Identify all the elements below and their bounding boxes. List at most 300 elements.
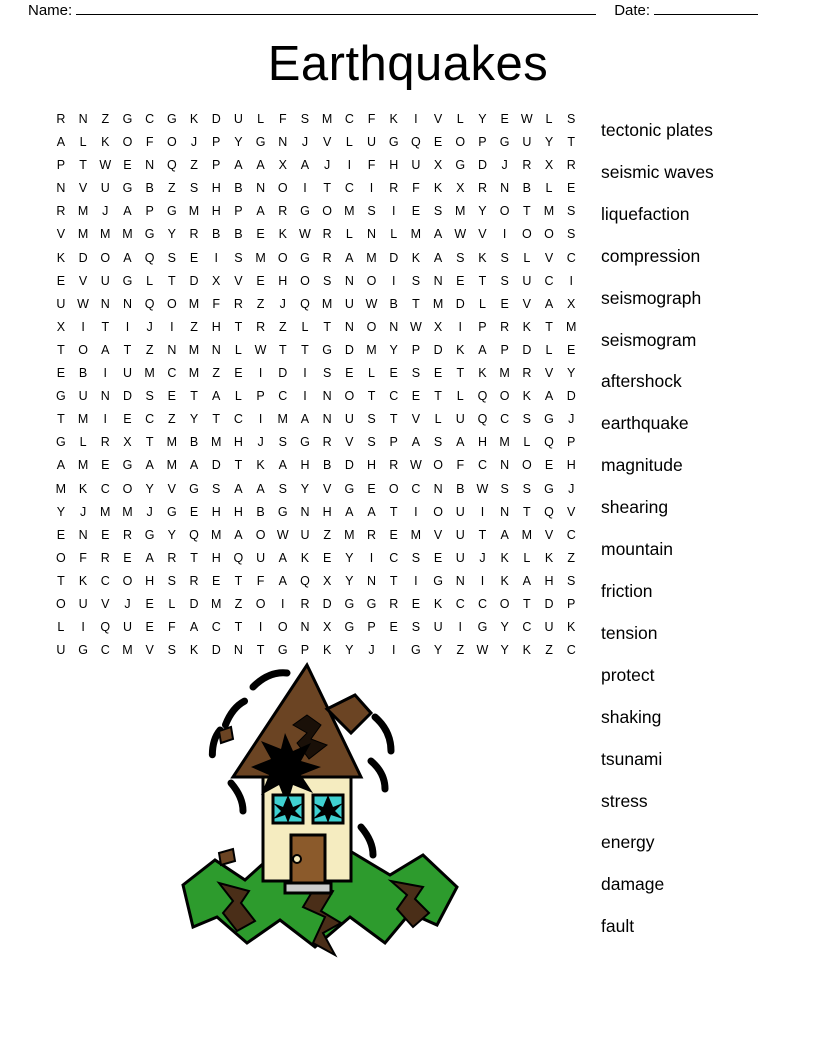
grid-letter: T [478,273,487,288]
grid-letter: Q [300,573,311,588]
grid-letter: Z [190,158,199,173]
grid-letter: S [189,181,199,196]
grid-letter: O [122,573,133,588]
word-list-item[interactable]: energy [601,832,655,853]
grid-letter: C [100,573,111,588]
grid-letter: M [188,366,200,381]
grid-letter: R [56,204,66,219]
grid-letter: X [322,620,332,635]
grid-letter: V [322,135,332,150]
grid-letter: G [544,412,555,427]
grid-letter: T [256,643,265,658]
grid-letter: D [189,273,199,288]
grid-letter: A [433,227,443,242]
grid-letter: G [366,596,377,611]
grid-letter: I [258,412,263,427]
grid-letter: J [146,504,154,519]
grid-letter: B [78,366,88,381]
grid-letter: G [166,204,178,219]
grid-letter: U [78,389,88,404]
grid-letter: N [278,135,288,150]
grid-letter: N [100,389,111,404]
grid-letter: O [277,620,289,635]
grid-letter: N [300,620,310,635]
grid-letter: Z [145,342,154,357]
grid-letter: M [366,342,378,357]
grid-letter: G [56,389,67,404]
grid-letter: O [56,550,67,565]
word-list-item[interactable]: friction [601,580,653,601]
grid-letter: Z [212,366,221,381]
grid-letter: K [478,366,488,381]
grid-letter: B [212,227,221,242]
grid-letter: E [544,458,554,473]
grid-letter: L [523,250,531,265]
grid-letter: S [145,389,155,404]
grid-letter: L [390,227,398,242]
grid-letter: Y [345,643,354,658]
grid-letter: L [523,435,531,450]
grid-letter: P [567,596,576,611]
grid-letter: O [100,250,111,265]
grid-letter: L [234,389,243,404]
grid-letter: K [522,389,532,404]
grid-letter: U [122,620,133,635]
grid-letter: Q [544,504,555,519]
grid-letter: M [166,435,178,450]
grid-letter: R [367,527,377,542]
header [28,2,788,19]
grid-letter: S [522,412,532,427]
grid-letter: M [410,227,422,242]
grid-letter: X [278,158,288,173]
grid-letter: E [56,527,66,542]
grid-letter: H [211,204,222,219]
grid-letter: D [211,112,222,126]
grid-letter: Q [411,135,422,150]
grid-letter: V [345,435,354,450]
grid-letter: E [234,366,243,381]
grid-letter: A [300,158,310,173]
grid-letter: U [522,135,532,150]
grid-letter: E [101,458,110,473]
grid-letter: P [478,319,488,334]
grid-letter: S [234,250,243,265]
grid-letter: M [321,112,333,126]
grid-letter: K [189,112,199,126]
grid-letter: G [122,112,133,126]
grid-letter: S [567,227,576,242]
grid-letter: E [567,181,576,196]
grid-letter: D [278,366,288,381]
date-write-line[interactable] [654,2,758,15]
grid-letter: Y [500,620,510,635]
grid-letter: X [433,319,443,334]
grid-letter: T [389,504,398,519]
grid-letter: C [100,481,111,496]
grid-letter: G [300,435,311,450]
grid-letter: T [523,596,532,611]
grid-letter: R [566,158,577,173]
grid-letter: M [77,458,89,473]
grid-letter: O [455,135,466,150]
grid-letter: K [78,573,88,588]
grid-letter: R [389,181,399,196]
grid-letter: K [500,573,510,588]
grid-letter: H [300,458,310,473]
grid-letter: L [345,227,354,242]
grid-letter: I [414,573,419,588]
grid-letter: V [101,596,110,611]
grid-letter: S [300,112,310,126]
word-list-item[interactable]: seismogram [601,329,697,350]
grid-letter: D [344,342,355,357]
grid-letter: Y [544,135,554,150]
grid-letter: V [478,227,488,242]
grid-letter: E [389,366,399,381]
grid-letter: M [565,319,577,334]
grid-letter: K [522,643,532,658]
grid-letter: P [145,204,155,219]
grid-letter: R [322,250,333,265]
grid-letter: J [102,204,109,219]
grid-letter: U [56,643,66,658]
grid-letter: S [167,643,177,658]
grid-letter: V [567,504,576,519]
word-list-item[interactable]: tsunami [601,748,663,769]
grid-letter: F [367,158,376,173]
grid-letter: A [411,435,421,450]
word-list-item[interactable]: seismograph [601,287,702,308]
word-list-item[interactable]: compression [601,245,701,266]
grid-letter: Q [166,158,178,173]
grid-letter: U [344,296,355,311]
grid-letter: R [522,366,532,381]
grid-letter: K [433,596,443,611]
grid-letter: R [167,550,177,565]
grid-letter: E [456,273,465,288]
grid-letter: L [146,273,154,288]
grid-letter: E [56,273,66,288]
page-title: Earthquakes [267,37,549,91]
grid-letter: C [477,596,488,611]
word-list-item[interactable]: earthquake [601,413,689,434]
grid-letter: C [145,112,155,126]
word-list-item[interactable]: aftershock [601,371,682,392]
grid-letter: Z [256,296,265,311]
grid-letter: G [255,135,266,150]
grid-letter: O [499,596,510,611]
word-list-item[interactable]: seismic waves [601,161,714,182]
grid-letter: N [500,458,510,473]
grid-letter: O [344,389,355,404]
grid-letter: A [56,135,66,150]
grid-letter: G [411,643,422,658]
grid-letter: P [367,620,377,635]
grid-letter: A [256,204,266,219]
grid-letter: E [189,250,199,265]
grid-letter: W [409,319,423,334]
grid-letter: I [214,250,219,265]
grid-letter: A [544,296,554,311]
grid-letter: T [234,319,243,334]
grid-letter: P [256,389,266,404]
grid-letter: O [255,527,266,542]
grid-letter: G [388,135,399,150]
grid-letter: O [255,596,266,611]
grid-letter: K [189,643,199,658]
word-search-grid [50,108,583,662]
word-list-item[interactable]: liquefaction [601,203,690,224]
grid-letter: V [167,481,177,496]
grid-letter: P [212,135,221,150]
grid-letter: I [303,366,308,381]
grid-letter: U [455,527,466,542]
grid-letter: T [57,573,66,588]
grid-letter: E [256,227,266,242]
grid-letter: J [79,504,87,519]
grid-letter: N [56,181,66,196]
grid-letter: E [167,389,177,404]
grid-letter: T [567,135,576,150]
word-list-item[interactable]: tectonic plates [601,120,713,140]
grid-letter: V [145,643,155,658]
grid-letter: G [144,227,155,242]
grid-letter: D [344,458,355,473]
grid-letter: G [344,481,355,496]
grid-letter: E [345,366,354,381]
grid-letter: B [389,296,399,311]
grid-letter: O [366,319,377,334]
grid-letter: N [367,227,377,242]
grid-letter: S [567,204,576,219]
grid-letter: G [78,643,89,658]
grid-letter: A [145,458,155,473]
grid-letter: F [79,550,88,565]
grid-letter: M [188,204,200,219]
grid-letter: N [455,573,466,588]
grid-letter: Y [433,643,443,658]
grid-letter: G [322,342,333,357]
grid-letter: C [278,389,288,404]
grid-letter: H [477,435,488,450]
grid-letter: V [544,366,554,381]
grid-letter: E [123,550,133,565]
grid-letter: J [301,135,309,150]
grid-letter: E [145,596,155,611]
grid-letter: R [389,458,399,473]
grid-letter: M [210,596,222,611]
grid-letter: W [254,342,267,357]
grid-letter: E [567,342,576,357]
grid-letter: R [389,596,399,611]
date-label: Date: [614,2,651,19]
word-list-item[interactable]: protect [601,664,655,685]
grid-letter: N [500,504,510,519]
grid-letter: L [478,296,487,311]
grid-letter: C [344,181,355,196]
grid-letter: L [545,181,553,196]
grid-letter: Y [345,550,354,565]
grid-letter: K [544,550,554,565]
grid-letter: U [78,596,88,611]
grid-letter: M [188,296,200,311]
grid-letter: N [100,296,111,311]
grid-letter: A [500,527,510,542]
grid-letter: T [456,366,465,381]
grid-letter: H [389,158,399,173]
grid-letter: K [433,181,443,196]
grid-letter: C [233,412,244,427]
grid-letter: A [189,458,199,473]
grid-letter: E [433,366,443,381]
grid-letter: Y [234,135,243,150]
grid-letter: E [212,573,221,588]
grid-letter: M [100,227,111,242]
grid-letter: S [367,435,377,450]
grid-letter: A [256,158,266,173]
grid-letter: I [81,319,86,334]
grid-letter: N [322,389,333,404]
grid-letter: M [543,204,555,219]
grid-letter: O [166,296,178,311]
grid-letter: T [57,412,66,427]
grid-letter: G [477,620,488,635]
grid-letter: K [478,250,488,265]
grid-letter: T [79,158,88,173]
grid-letter: M [210,435,222,450]
grid-letter: M [344,527,355,542]
grid-letter: M [499,435,511,450]
word-list-item[interactable]: shearing [601,497,669,518]
grid-letter: S [433,435,443,450]
grid-letter: U [256,550,266,565]
grid-letter: Z [456,643,465,658]
grid-letter: A [278,458,288,473]
grid-letter: M [77,204,89,219]
grid-letter: I [258,366,263,381]
word-list-item[interactable]: magnitude [601,455,683,476]
grid-letter: T [190,550,199,565]
grid-letter: A [456,435,465,450]
grid-letter: Q [144,250,155,265]
grid-letter: T [323,319,332,334]
grid-letter: L [545,112,553,126]
word-list-item[interactable]: tension [601,622,658,643]
grid-letter: G [544,481,555,496]
grid-letter: I [414,504,419,519]
grid-letter: D [566,389,577,404]
grid-letter: R [122,527,133,542]
grid-letter: N [78,527,88,542]
grid-letter: V [78,273,88,288]
grid-letter: G [56,435,67,450]
grid-letter: O [300,273,311,288]
grid-letter: R [56,112,66,126]
grid-letter: T [168,273,177,288]
grid-letter: W [476,481,489,496]
grid-letter: U [367,135,377,150]
grid-letter: O [521,458,533,473]
word-list-item[interactable]: mountain [601,539,673,560]
grid-letter: M [100,504,111,519]
grid-letter: M [210,527,222,542]
grid-letter: L [434,412,442,427]
grid-letter: O [433,458,444,473]
grid-letter: G [144,527,155,542]
grid-letter: V [544,527,554,542]
name-write-line[interactable] [76,2,596,15]
grid-letter: S [567,573,576,588]
grid-letter: Q [544,435,555,450]
grid-letter: V [411,412,421,427]
grid-letter: I [391,643,396,658]
grid-letter: Y [500,643,510,658]
grid-letter: D [544,596,554,611]
grid-letter: X [433,158,443,173]
grid-letter: A [189,620,199,635]
grid-letter: I [369,181,374,196]
grid-letter: A [234,481,243,496]
grid-letter: S [456,250,465,265]
grid-letter: C [344,112,355,126]
grid-letter: S [278,435,288,450]
grid-letter: H [145,573,155,588]
grid-letter: R [322,227,333,242]
grid-letter: P [389,435,399,450]
grid-letter: N [122,296,133,311]
earthquake-house-illustration [175,655,465,960]
grid-letter: N [256,181,266,196]
grid-letter: O [322,204,333,219]
grid-letter: H [211,504,222,519]
grid-letter: Q [189,527,200,542]
word-list-item[interactable]: damage [601,874,665,895]
grid-letter: Q [100,620,111,635]
grid-letter: G [277,643,289,658]
grid-letter: K [101,135,110,150]
word-list-item[interactable]: shaking [601,706,662,727]
grid-letter: H [211,319,222,334]
grid-letter: Q [300,296,311,311]
grid-letter: D [522,342,532,357]
grid-letter: U [56,296,66,311]
grid-letter: T [190,389,199,404]
grid-letter: H [233,504,244,519]
grid-letter: E [56,366,66,381]
grid-letter: M [188,342,200,357]
word-list-item[interactable]: stress [601,790,648,811]
grid-letter: U [100,181,111,196]
grid-letter: U [100,273,111,288]
grid-letter: D [477,158,488,173]
grid-letter: K [500,550,510,565]
grid-letter: E [411,596,421,611]
grid-letter: U [344,412,355,427]
grid-letter: Y [567,366,576,381]
grid-letter: G [300,250,311,265]
grid-letter: Q [477,389,488,404]
word-list-item[interactable]: fault [601,916,635,937]
grid-letter: I [347,158,352,173]
grid-letter: L [168,596,176,611]
grid-letter: N [211,342,222,357]
grid-letter: C [566,250,577,265]
grid-letter: Q [233,550,244,565]
grid-letter: A [544,389,554,404]
grid-letter: T [367,389,376,404]
grid-letter: L [301,319,309,334]
